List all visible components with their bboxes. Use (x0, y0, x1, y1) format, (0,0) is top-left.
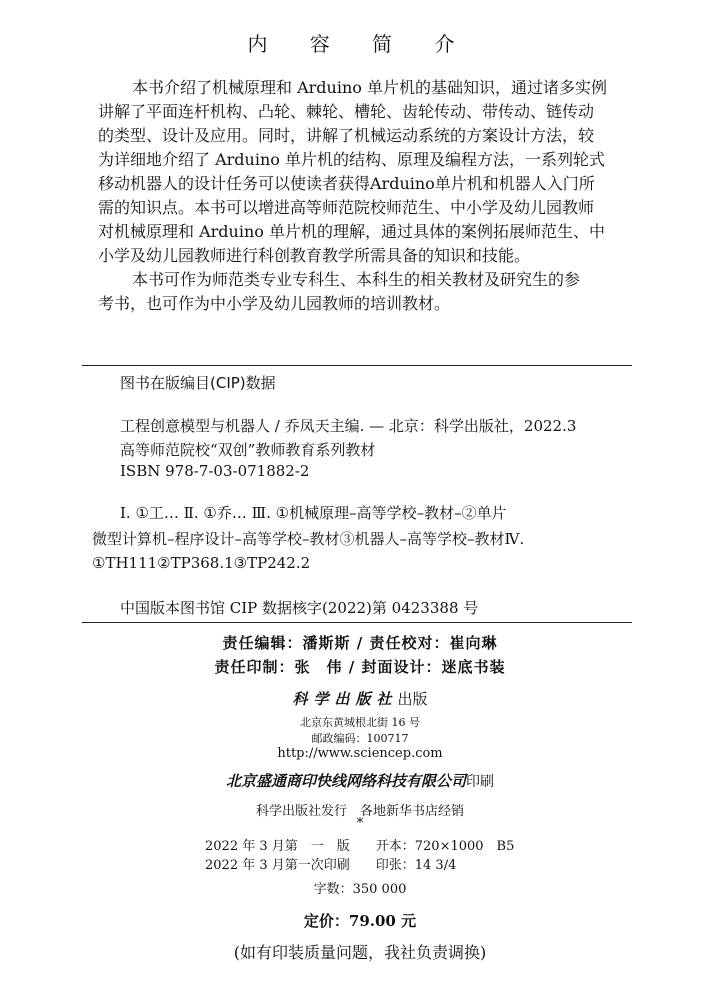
printer-suffix: 印刷 (466, 774, 494, 790)
intro-line: 本书介绍了机械原理和 Arduino 单片机的基础知识，通过诸多实例 (132, 78, 607, 97)
cip-verify: 中国版本图书馆 CIP 数据核字(2022)第 0423388 号 (120, 599, 479, 617)
editor-credits: 责任编辑：潘斯斯 / 责任校对：崔向琳 (222, 634, 498, 652)
production-credits: 责任印制：张 伟 / 封面设计：迷底书装 (214, 658, 506, 676)
printer-name: 北京盛通商印快线网络科技有限公司 (225, 772, 466, 790)
word-count: 字数：350 000 (313, 882, 407, 897)
divider (82, 622, 632, 623)
intro-line: 考书，也可作为中小学及幼儿园教师的培训教材。 (98, 294, 451, 313)
publisher-postcode: 邮政编码：100717 (311, 732, 409, 745)
distribution: 科学出版社发行 各地新华书店经销 (255, 804, 464, 819)
intro-line: 本书可作为师范类专业专科生、本科生的相关教材及研究生的参 (132, 270, 581, 289)
separator-star: * (356, 816, 364, 831)
divider (82, 365, 632, 366)
cip-heading: 图书在版编目(CIP)数据 (120, 374, 276, 392)
cip-subjects: ①TH111②TP368.1③TP242.2 (92, 554, 311, 572)
price: 定价：79.00 元 (303, 912, 417, 930)
page-title: 内 容 简 介 (247, 32, 473, 56)
quality-notice: (如有印装质量问题，我社负责调换) (233, 943, 487, 962)
intro-line: 需的知识点。本书可以增进高等师范院校师范生、中小学及幼儿园教师 (98, 198, 595, 217)
cip-isbn: ISBN 978-7-03-071882-2 (120, 462, 310, 480)
cip-entry: 工程创意模型与机器人 / 乔凤天主编. — 北京：科学出版社，2022.3 (120, 417, 577, 435)
cip-subjects: Ⅰ. ①工… Ⅱ. ①乔… Ⅲ. ①机械原理–高等学校–教材–②单片 (120, 504, 507, 522)
intro-line: 对机械原理和 Arduino 单片机的理解，通过具体的案例拓展师范生、中 (98, 222, 605, 241)
cip-subjects: 微型计算机–程序设计–高等学校–教材③机器人–高等学校–教材Ⅳ. (92, 530, 525, 548)
publisher-suffix: 出版 (397, 690, 428, 708)
publisher-address: 北京东黄城根北街 16 号 (300, 716, 420, 729)
publisher (0, 688, 720, 709)
intro-line: 移动机器人的设计任务可以使读者获得Arduino单片机和机器人入门所 (98, 174, 595, 193)
cip-series: 高等师范院校“双创”教师教育系列教材 (120, 441, 376, 459)
printing-info: 2022 年 3 月第一次印刷 印张：14 3/4 (205, 858, 457, 873)
edition-info: 2022 年 3 月第 一 版 开本：720×1000 B5 (205, 839, 515, 854)
publisher-name: 科学出版社 (292, 690, 398, 708)
publisher-url: http://www.sciencep.com (277, 746, 443, 761)
intro-line: 为详细地介绍了 Arduino 单片机的结构、原理及编程方法，一系列轮式 (98, 150, 605, 169)
intro-line: 讲解了平面连杆机构、凸轮、棘轮、槽轮、齿轮传动、带传动、链传动 (98, 102, 595, 121)
printer (0, 770, 720, 791)
intro-line: 的类型、设计及应用。同时，讲解了机械运动系统的方案设计方法，较 (98, 126, 595, 145)
intro-line: 小学及幼儿园教师进行科创教育教学所需具备的知识和技能。 (98, 246, 531, 265)
